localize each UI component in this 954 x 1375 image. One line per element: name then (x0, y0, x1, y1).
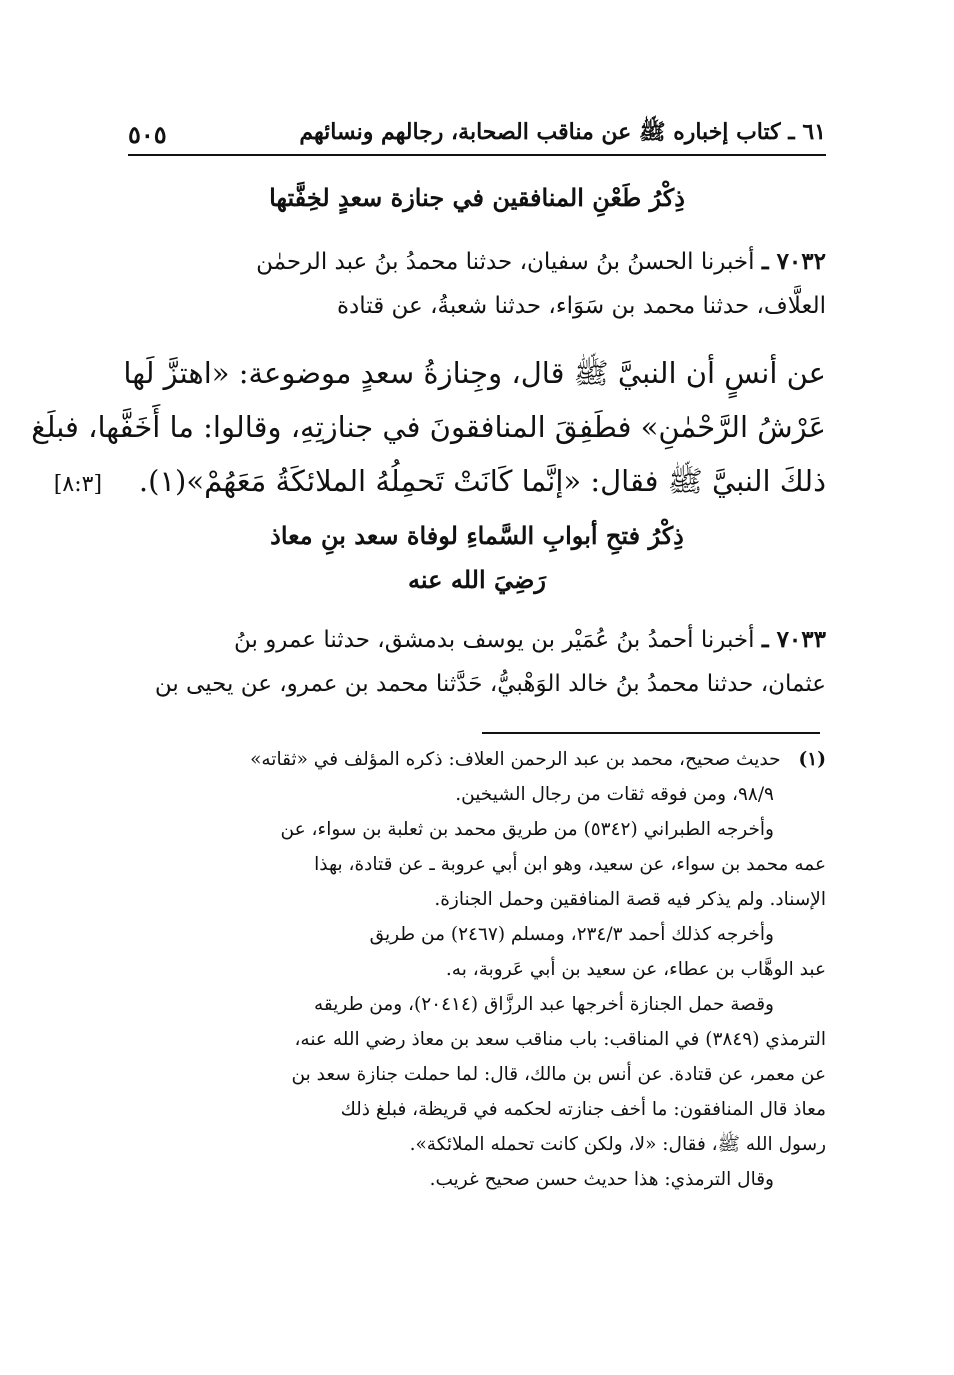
isnad-line-1 (128, 240, 826, 284)
matn-line-3 (53, 454, 826, 512)
footnotes (128, 742, 826, 1197)
footnote-line: وقصة حمل الجنازة أخرجها عبد الرزَّاق (٢٠٤١٤)، ومن طريقه (314, 994, 774, 1015)
hadith-7032-isnad (128, 240, 826, 328)
isnad-line-1 (128, 618, 826, 662)
footnote-line: عبد الوهَّاب بن عطاء، عن سعيد بن أبي عَروبة، به. (445, 959, 826, 980)
isnad-text: أخبرنا الحسنُ بنُ سفيان، حدثنا محمدُ بنُ عبد الرحمٰن (256, 249, 755, 275)
section-heading-2-line-2: رَضِيَ الله عنه (408, 565, 546, 594)
isnad-line-2: عثمان، حدثنا محمدُ بنُ خالد الوَهْبيُّ، حَدَّثنا محمد بن عمرو، عن يحيى بن (154, 671, 826, 697)
section-heading-2: ذِكْرُ فتحِ أبوابِ السَّماءِ لوفاة سعد بنِ معاذ (270, 521, 684, 550)
footnote-line: وأخرجه كذلك أحمد ٢٣٤/٣، ومسلم (٢٤٦٧) من طريق (369, 924, 774, 945)
isnad-line-2: العلَّاف، حدثنا محمد بن سَوَاء، حدثنا شعبةُ، عن قتادة (336, 293, 826, 319)
hadith-number: ٧٠٣٢ ـ (761, 248, 826, 275)
running-header (128, 114, 826, 156)
footnote-line: وأخرجه الطبراني (٥٣٤٢) من طريق محمد بن ثعلبة بن سواء، عن (280, 819, 774, 840)
matn-line-2: عَرْشُ الرَّحْمٰنِ» فطَفِقَ المنافقونَ في جنازتِهِ، وقالوا: ما أَخَفَّها، فبلَغ (31, 410, 826, 444)
grade-tag: [٨:٣] (53, 472, 103, 497)
footnote-text: حديث صحيح، محمد بن عبد الرحمن العلاف: ذكره المؤلف في «ثقاته» (250, 749, 781, 770)
footnote-line: الترمذي (٣٨٤٩) في المناقب: باب مناقب سعد بن معاذ رضي الله عنه، (294, 1029, 826, 1050)
matn-text: ذلكَ النبيَّ ﷺ فقال: «إنَّما كَانَتْ تَحمِلُهُ الملائكَةُ مَعَهُمْ»(١). (138, 464, 826, 498)
page-number: ٥٠٥ (128, 119, 167, 149)
hadith-7032-matn (31, 346, 826, 512)
hadith-7033-isnad (128, 618, 826, 706)
footnote-line: رسول الله ﷺ، فقال: «لا، ولكن كانت تحمله الملائكة». (409, 1134, 826, 1155)
footnote-number: (١) (798, 749, 826, 770)
footnote-line: وقال الترمذي: هذا حديث حسن صحيح غريب. (429, 1169, 774, 1190)
isnad-text: أخبرنا أحمدُ بنُ عُمَيْر بن يوسف بدمشق، حدثنا عمرو بنُ (233, 627, 755, 653)
footnote-line: معاذ قال المنافقون: ما أخف جنازته لحكمه في قريظة، فبلغ ذلك (340, 1099, 826, 1120)
footnote-divider (482, 732, 820, 734)
chapter-title: ٦١ ـ كتاب إخباره ﷺ عن مناقب الصحابة، رجالهم ونسائهم (299, 119, 826, 145)
footnote-line: عن معمر، عن قتادة. عن أنس بن مالك، قال: لما حملت جنازة سعد بن (291, 1064, 826, 1085)
section-heading-1: ذِكْرُ طَعْنِ المنافقين في جنازة سعدٍ لخِفَّتها (269, 183, 685, 212)
footnote-line: عمه محمد بن سواء، عن سعيد، وهو ابن أبي عروبة ـ عن قتادة، بهذا (314, 854, 826, 875)
footnote-line (128, 742, 826, 777)
hadith-number: ٧٠٣٣ ـ (761, 626, 826, 653)
matn-line-1: عن أنسٍ أن النبيَّ ﷺ قال، وجِنازةُ سعدٍ موضوعة: «اهتزَّ لَها (123, 356, 826, 390)
footnote-line: الإسناد. ولم يذكر فيه قصة المنافقين وحمل الجنازة. (434, 889, 826, 910)
footnote-line: ٩٨/٩، ومن فوقه ثقات من رجال الشيخين. (455, 784, 774, 805)
